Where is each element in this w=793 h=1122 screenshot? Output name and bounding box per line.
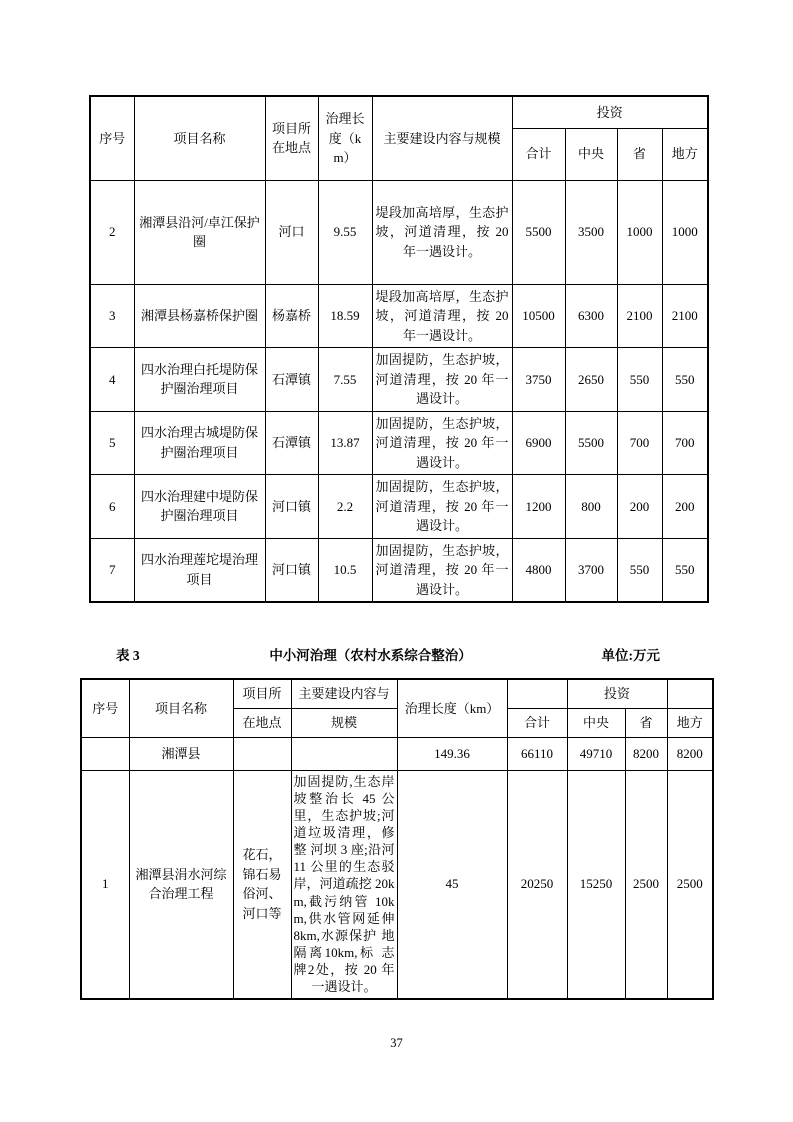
table3-caption bbox=[80, 644, 712, 664]
cell-seq bbox=[81, 737, 129, 770]
table3-unit-label: 单位:万元 bbox=[601, 648, 660, 663]
cell-total: 6900 bbox=[512, 411, 565, 475]
cell-province: 2500 bbox=[625, 770, 667, 999]
cell-province: 200 bbox=[617, 475, 662, 539]
cell-province: 1000 bbox=[617, 180, 662, 284]
col-header-location-line2: 在地点 bbox=[271, 140, 311, 156]
cell-seq: 4 bbox=[90, 348, 134, 412]
flood-protection-table bbox=[89, 95, 709, 603]
col-header-location-line2: 在地点 bbox=[233, 708, 291, 737]
col-header-total: 合计 bbox=[507, 708, 567, 737]
cell-content: 堤段加高培厚，生态护坡，河道清理，按 20 年一遇设计。 bbox=[372, 180, 512, 284]
cell-content: 加固提防，生态护坡，河道清理，按 20 年一遇设计。 bbox=[372, 475, 512, 539]
cell-central: 49710 bbox=[567, 737, 625, 770]
cell-local: 550 bbox=[662, 348, 708, 412]
table3-label: 表 3 bbox=[116, 648, 140, 663]
table-row bbox=[90, 180, 708, 284]
col-header-length bbox=[318, 96, 372, 180]
col-header-province: 省 bbox=[617, 128, 662, 180]
cell-length: 2.2 bbox=[318, 475, 372, 539]
cell-content: 加固提防，生态护坡，河道清理，按 20 年一遇设计。 bbox=[372, 538, 512, 602]
cell-total: 66110 bbox=[507, 737, 567, 770]
cell-seq: 1 bbox=[81, 770, 129, 999]
cell-location: 河口镇 bbox=[265, 538, 318, 602]
col-header-investment: 投资 bbox=[567, 679, 667, 708]
page-number: 37 bbox=[390, 1036, 403, 1050]
cell-location: 河口 bbox=[265, 180, 318, 284]
col-header-content-line1: 主要建设内容与 bbox=[291, 679, 397, 708]
cell-location bbox=[233, 737, 291, 770]
cell-total: 3750 bbox=[512, 348, 565, 412]
col-header-content: 主要建设内容与规模 bbox=[372, 96, 512, 180]
col-header-central: 中央 bbox=[565, 128, 617, 180]
table-summary-row bbox=[81, 737, 713, 770]
cell-project-name: 四水治理白托堤防保护圈治理项目 bbox=[134, 348, 265, 412]
cell-length: 7.55 bbox=[318, 348, 372, 412]
cell-local: 200 bbox=[662, 475, 708, 539]
col-header-location bbox=[265, 96, 318, 180]
cell-project-name: 湘潭县沿河/卓江保护圈 bbox=[134, 180, 265, 284]
river-treatment-table bbox=[80, 678, 714, 1000]
cell-central: 800 bbox=[565, 475, 617, 539]
header-blank-above-local bbox=[667, 679, 713, 708]
cell-location: 花石，锦石易俗河、河口等 bbox=[233, 770, 291, 999]
col-header-total: 合计 bbox=[512, 128, 565, 180]
cell-length: 18.59 bbox=[318, 284, 372, 348]
cell-location: 杨嘉桥 bbox=[265, 284, 318, 348]
cell-total: 20250 bbox=[507, 770, 567, 999]
header-blank-above-total bbox=[507, 679, 567, 708]
cell-project-name: 四水治理古城堤防保护圈治理项目 bbox=[134, 411, 265, 475]
cell-total: 4800 bbox=[512, 538, 565, 602]
col-header-province: 省 bbox=[625, 708, 667, 737]
cell-length: 9.55 bbox=[318, 180, 372, 284]
table-header-row bbox=[81, 679, 713, 708]
cell-local: 8200 bbox=[667, 737, 713, 770]
cell-total: 1200 bbox=[512, 475, 565, 539]
cell-central: 6300 bbox=[565, 284, 617, 348]
cell-length: 13.87 bbox=[318, 411, 372, 475]
cell-content: 加固提防,生态岸坡整治长 45 公 里，生态护坡;河 道垃圾清理，修整 河坝 3 座;沿河 11 公里的生态驳岸，河道疏挖 20km,截污纳管 10km,供水管网延伸 8km,水源保护 地隔离10km,标 志牌2处，按 20 年一遇设计。 bbox=[291, 770, 397, 999]
cell-seq: 5 bbox=[90, 411, 134, 475]
table-row bbox=[90, 348, 708, 412]
table-row bbox=[90, 538, 708, 602]
cell-content bbox=[291, 737, 397, 770]
cell-length: 45 bbox=[397, 770, 507, 999]
cell-central: 3700 bbox=[565, 538, 617, 602]
cell-central: 15250 bbox=[567, 770, 625, 999]
cell-content: 加固提防，生态护坡，河道清理，按 20 年一遇设计。 bbox=[372, 411, 512, 475]
cell-location: 石潭镇 bbox=[265, 411, 318, 475]
cell-project-name: 湘潭县 bbox=[129, 737, 233, 770]
table-row bbox=[90, 411, 708, 475]
cell-total: 10500 bbox=[512, 284, 565, 348]
cell-province: 550 bbox=[617, 538, 662, 602]
cell-project-name: 四水治理建中堤防保护圈治理项目 bbox=[134, 475, 265, 539]
col-header-location-line1: 项目所 bbox=[271, 120, 311, 136]
cell-local: 1000 bbox=[662, 180, 708, 284]
cell-location: 河口镇 bbox=[265, 475, 318, 539]
cell-province: 700 bbox=[617, 411, 662, 475]
cell-local: 2100 bbox=[662, 284, 708, 348]
cell-seq: 2 bbox=[90, 180, 134, 284]
table-header-row bbox=[90, 96, 708, 128]
cell-seq: 3 bbox=[90, 284, 134, 348]
cell-province: 8200 bbox=[625, 737, 667, 770]
col-header-seq: 序号 bbox=[81, 679, 129, 737]
col-header-location-line1: 项目所 bbox=[233, 679, 291, 708]
cell-local: 700 bbox=[662, 411, 708, 475]
cell-content: 堤段加高培厚，生态护坡，河道清理，按 20 年一遇设计。 bbox=[372, 284, 512, 348]
cell-content: 加固提防，生态护坡，河道清理，按 20 年一遇设计。 bbox=[372, 348, 512, 412]
cell-province: 2100 bbox=[617, 284, 662, 348]
cell-project-name: 湘潭县涓水河综合治理工程 bbox=[129, 770, 233, 999]
cell-length: 10.5 bbox=[318, 538, 372, 602]
cell-seq: 7 bbox=[90, 538, 134, 602]
col-header-length: 治理长度（km） bbox=[397, 679, 507, 737]
cell-seq: 6 bbox=[90, 475, 134, 539]
col-header-investment: 投资 bbox=[512, 96, 708, 128]
table3-title: 中小河治理（农村水系综合整治） bbox=[269, 648, 472, 663]
col-header-length-line1: 治理长 bbox=[325, 111, 365, 126]
table-row bbox=[81, 770, 713, 999]
cell-province: 550 bbox=[617, 348, 662, 412]
col-header-length-line2: 度（km） bbox=[328, 130, 362, 165]
cell-total: 5500 bbox=[512, 180, 565, 284]
col-header-local: 地方 bbox=[662, 128, 708, 180]
table-row bbox=[90, 284, 708, 348]
col-header-project-name: 项目名称 bbox=[134, 96, 265, 180]
cell-central: 5500 bbox=[565, 411, 617, 475]
cell-local: 550 bbox=[662, 538, 708, 602]
col-header-project-name: 项目名称 bbox=[129, 679, 233, 737]
cell-project-name: 四水治理莲坨堤治理项目 bbox=[134, 538, 265, 602]
cell-central: 3500 bbox=[565, 180, 617, 284]
cell-project-name: 湘潭县杨嘉桥保护圈 bbox=[134, 284, 265, 348]
cell-central: 2650 bbox=[565, 348, 617, 412]
table-row bbox=[90, 475, 708, 539]
col-header-seq: 序号 bbox=[90, 96, 134, 180]
cell-local: 2500 bbox=[667, 770, 713, 999]
col-header-central: 中央 bbox=[567, 708, 625, 737]
col-header-content-line2: 规模 bbox=[291, 708, 397, 737]
col-header-local: 地方 bbox=[667, 708, 713, 737]
cell-length: 149.36 bbox=[397, 737, 507, 770]
cell-location: 石潭镇 bbox=[265, 348, 318, 412]
